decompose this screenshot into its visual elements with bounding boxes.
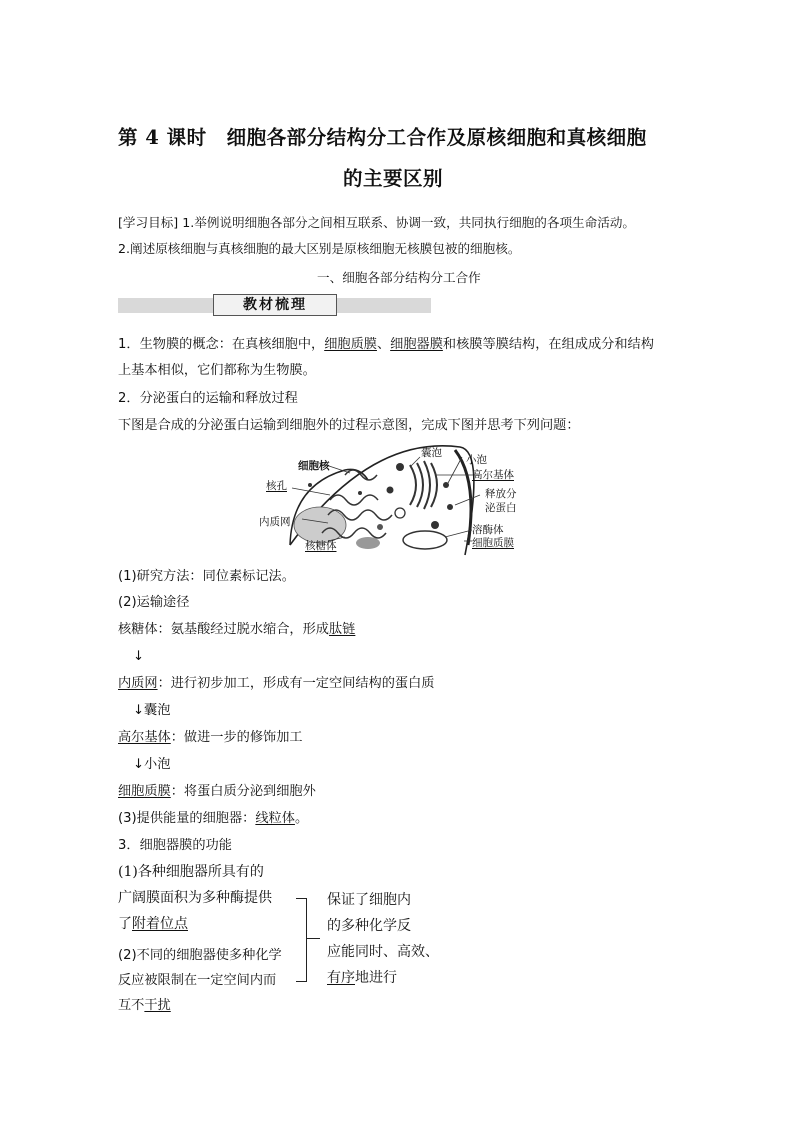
banner-title: 教材梳理: [213, 294, 337, 316]
route-arrow-2: ↓囊泡: [133, 703, 171, 718]
func-b3: 互不干扰: [118, 998, 171, 1013]
func-bracket-arm: [306, 938, 320, 939]
label-golgi: 高尔基体: [472, 469, 514, 481]
objectives-label: [学习目标]: [118, 215, 179, 230]
label-vesicle-big: 囊泡: [421, 447, 442, 459]
func-c2: 的多种化学反: [327, 918, 411, 934]
p3-heading: 3．细胞器膜的功能: [118, 838, 232, 853]
func-b1: (2)不同的细胞器使多种化学: [118, 948, 282, 963]
p1-line2: 上基本相似，它们都称为生物膜。: [118, 363, 316, 378]
label-lysosome: 溶酶体: [472, 524, 504, 536]
route-step-er: 内质网：进行初步加工，形成有一定空间结构的蛋白质: [118, 676, 435, 691]
objectives-line2: 2.阐述原核细胞与真核细胞的最大区别是原核细胞无核膜包被的细胞核。: [118, 241, 521, 256]
func-a2: 广阔膜面积为多种酶提供: [118, 890, 272, 906]
route-heading: (2)运输途径: [118, 595, 190, 610]
route-arrow-1: ↓: [133, 649, 145, 664]
func-c3: 应能同时、高效、: [327, 944, 439, 960]
label-membrane: 细胞质膜: [472, 537, 514, 549]
func-c4: 有序地进行: [327, 970, 397, 986]
p2-heading: 2．分泌蛋白的运输和释放过程: [118, 391, 298, 406]
label-release-2: 泌蛋白: [485, 502, 517, 514]
func-bracket: [296, 898, 307, 982]
label-er: 内质网: [259, 516, 291, 528]
label-nuclear-pore: 核孔: [266, 480, 287, 492]
route-step-golgi: 高尔基体：做进一步的修饰加工: [118, 730, 303, 745]
page-title-line2: 的主要区别: [343, 167, 444, 190]
p2-intro: 下图是合成的分泌蛋白运输到细胞外的过程示意图，完成下图并思考下列问题：: [118, 418, 580, 433]
func-a1: (1)各种细胞器所具有的: [118, 864, 264, 880]
energy-line: (3)提供能量的细胞器：线粒体。: [118, 811, 309, 826]
func-c1: 保证了细胞内: [327, 892, 411, 908]
route-arrow-3: ↓小泡: [133, 757, 171, 772]
section-heading: 一、细胞各部分结构分工合作: [317, 270, 481, 285]
p1-line1: 1．生物膜的概念：在真核细胞中，细胞质膜、细胞器膜和核膜等膜结构，在组成成分和结构: [118, 337, 654, 352]
func-a3: 了附着位点: [118, 916, 188, 932]
method-line: (1)研究方法：同位素标记法。: [118, 569, 295, 584]
label-nucleus: 细胞核: [298, 460, 330, 472]
objectives-line1: [学习目标] 1.举例说明细胞各部分之间相互联系、协调一致，共同执行细胞的各项生命活动。: [118, 215, 636, 230]
route-step-membrane: 细胞质膜：将蛋白质分泌到细胞外: [118, 784, 316, 799]
route-step-ribosome: 核糖体：氨基酸经过脱水缩合，形成肽链: [118, 622, 356, 637]
label-vesicle-small: 小泡: [466, 454, 487, 466]
func-b2: 反应被限制在一定空间内而: [118, 973, 277, 988]
label-ribosome: 核糖体: [305, 540, 337, 552]
page-title-line1: 第 4 课时 细胞各部分结构分工合作及原核细胞和真核细胞: [118, 126, 647, 149]
label-release-1: 释放分: [485, 488, 517, 500]
